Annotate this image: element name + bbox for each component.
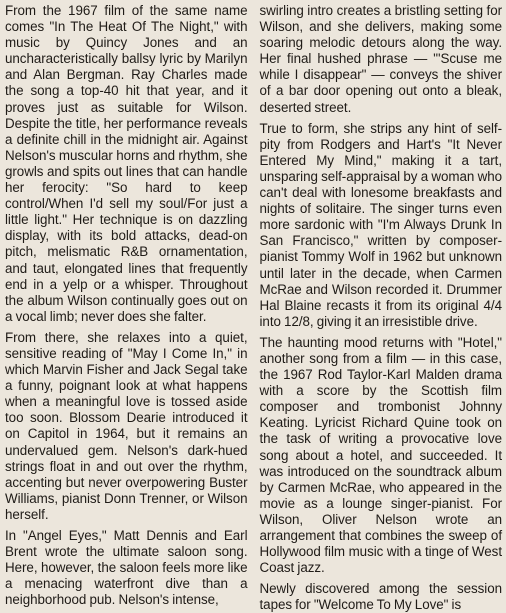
paragraph: In "Angel Eyes," Matt Dennis and Earl Brent wrote the ultimate saloon song. Here, however, the saloon feels more like a menacing waterfront dive than a neighborhood pub. Nelson's intense, [5, 528, 248, 608]
text-column-left [5, 3, 248, 608]
paragraph: Newly discovered among the session tapes for "Welcome To My Love" is [259, 581, 502, 613]
paragraph: swirling intro creates a bristling setting for Wilson, and she delivers, making some soaring melodic detours along the way. Her final hushed phrase — "'Scuse me while I disappear" — conveys the shiver of a bar door opening out onto a bleak, deserted street. [259, 3, 502, 115]
paragraph: The haunting mood returns with "Hotel," another song from a film — in this case, the 1967 Rod Taylor-Karl Malden drama with a score by the Scottish film composer and trombonist Johnny Keating. Lyricist Richard Quine took on the task of writing a provocative love song about a hotel, and succeeded. It was introduced on the soundtrack album by Carmen McRae, who appeared in the movie as a lounge singer-pianist. For Wilson, Oliver Nelson wrote an arrangement that combines the sweep of Hollywood film music with a tinge of West Coast jazz. [259, 334, 502, 576]
paragraph: From there, she relaxes into a quiet, sensitive reading of "May I Come In," in which Marvin Fisher and Jack Segal take a funny, poignant look at what happens when a meaningful love is tossed aside too soon. Blossom Dearie introduced it on Capitol in 1964, but it remains an undervalued gem. Nelson's dark-hued strings float in and out over the rhythm, accenting but never overpowering Buster Williams, pianist Donn Trenner, or Wilson herself. [5, 329, 248, 522]
paragraph: From the 1967 film of the same name comes "In The Heat Of The Night," with music by Quincy Jones and an uncharacteristically ballsy lyric by Marilyn and Alan Bergman. Ray Charles made the song a top-40 hit that year, and it proves just as suitable for Wilson. Despite the title, her performance reveals a definite chill in the midnight air. Against Nelson's muscular horns and rhythm, she growls and spits out lines that can handle her ferocity: "So hard to keep control/When I'd sell my soul/For just a little light." Her technique is on dazzling display, with its bold attacks, dead-on pitch, melismatic R&B ornamentation, and taut, elongated lines that frequently end in a yelp or a whisper. Throughout the album Wilson continually goes out on a vocal limb; never does she falter. [5, 3, 248, 324]
paragraph: True to form, she strips any hint of self-pity from Rodgers and Hart's "It Never Entered My Mind," making it a tart, unsparing self-appraisal by a woman who can't deal with lonesome breakfasts and nights of solitaire. The singer turns even more sardonic with "I'm Always Drunk In San Francisco," written by composer-pianist Tommy Wolf in 1962 but unknown until later in the decade, when Carmen McRae and Wilson recorded it. Drummer Hal Blaine recasts it from its original 4/4 into 12/8, giving it an irresistible drive. [259, 120, 502, 329]
text-column-right [259, 3, 503, 613]
